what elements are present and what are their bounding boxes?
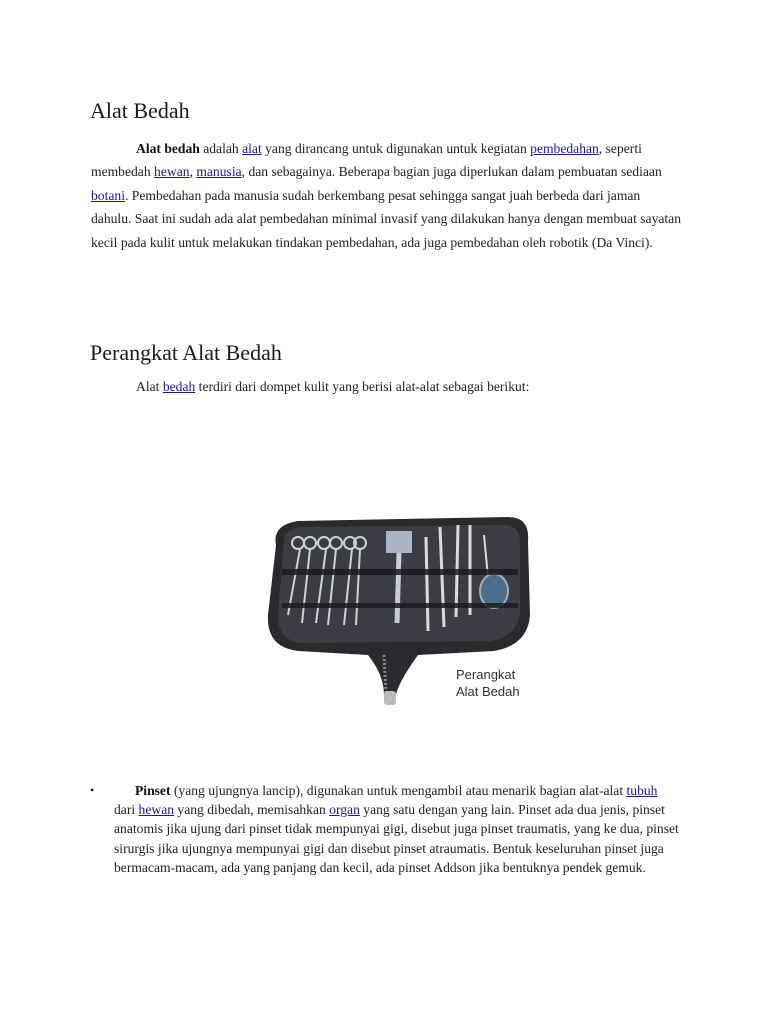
- bullet-item-pinset: [90, 781, 680, 877]
- link-organ[interactable]: organ: [329, 802, 360, 818]
- link-hewan[interactable]: hewan: [138, 802, 175, 818]
- heading-perangkat-alat-bedah: Perangkat Alat Bedah: [90, 340, 282, 365]
- bullet-text-pinset: Pinset (yang ujungnya lancip), digunakan untuk mengambil atau menarik bagian alat-alat tubuh dari hewan yang dibedah, memisahkan organ yang satu dengan yang lain. Pinset ada dua jenis, pinset anatomis jika ujung dari pinset tidak mempunyai gigi, disebut juga pinset traumatis, yang ke dua, pinset sirurgis jika ujungnya mempunyai gigi dan disebut pinset atraumatis. Bentuk keseluruhan pinset juga bermacam-macam, ada yang panjang dan kecil, ada pinset Addson jika bentuknya pendek gemuk.: [114, 783, 679, 875]
- link-manusia[interactable]: manusia: [196, 164, 242, 180]
- bold-term: Alat bedah: [136, 141, 200, 156]
- figure-caption: [456, 666, 520, 700]
- link-botani[interactable]: botani: [91, 187, 125, 203]
- caption-line-2: Alat Bedah: [456, 684, 520, 699]
- link-bedah[interactable]: bedah: [162, 379, 196, 394]
- link-pembedahan[interactable]: pembedahan: [530, 141, 599, 156]
- link-hewan[interactable]: hewan: [154, 164, 190, 180]
- bold-term: Pinset: [135, 783, 171, 798]
- caption-line-1: Perangkat: [456, 667, 516, 682]
- heading-alat-bedah: Alat Bedah: [90, 98, 190, 123]
- link-tubuh[interactable]: tubuh: [626, 783, 658, 798]
- paragraph-perangkat: Alat bedah terdiri dari dompet kulit yang berisi alat-alat sebagai berikut:: [136, 379, 530, 394]
- link-alat[interactable]: alat: [242, 141, 262, 156]
- bullet-marker: •: [90, 783, 95, 797]
- paragraph-alat-bedah: Alat bedah adalah alat yang dirancang untuk digunakan untuk kegiatan pembedahan, seperti membedah hewan, manusia, dan sebagainya. Beberapa bagian juga diperlukan dalam pembuatan sediaan botani. Pembedahan pada manusia sudah berkembang pesat sehingga sangat juah berbeda dari jaman dahulu. Saat ini sudah ada alat pembedahan minimal invasif yang dilakukan hanya dengan membuat sayatan kecil pada kulit untuk melakukan tindakan pembedahan, ada juga pembedahan oleh robotik (Da Vinci).: [91, 141, 682, 250]
